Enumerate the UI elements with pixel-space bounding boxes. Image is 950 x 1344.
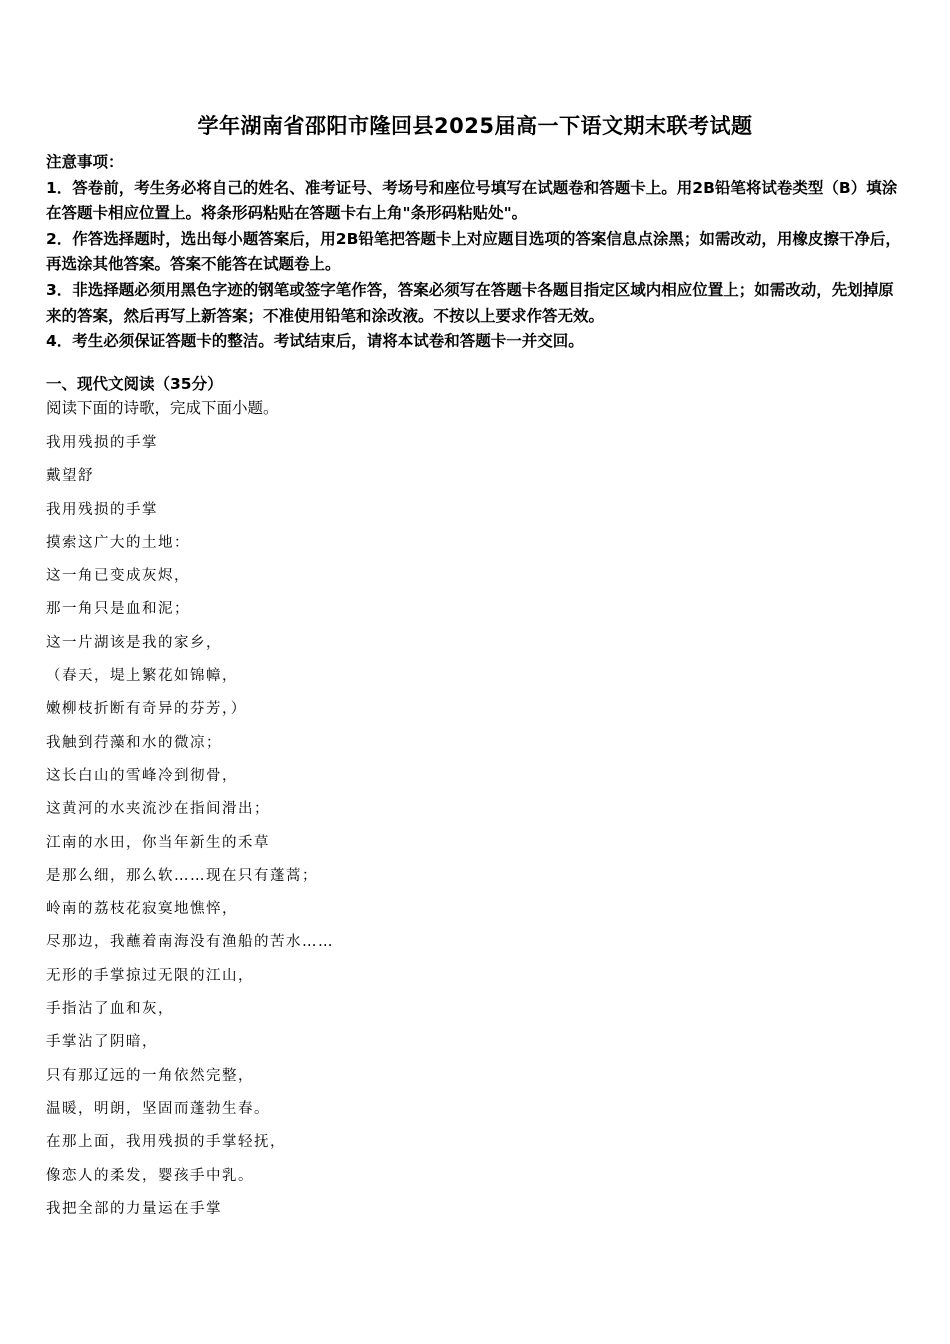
- poem-line: 只有那辽远的一角依然完整，: [46, 1067, 254, 1084]
- notice-heading: 注意事项：: [46, 153, 124, 171]
- poem-title: 我用残损的手掌: [46, 435, 158, 451]
- poem-line: 这黄河的水夹流沙在指间滑出；: [46, 801, 270, 818]
- poem-line: 江南的水田，你当年新生的禾草: [46, 834, 270, 851]
- notice-item-4: 4．考生必须保证答题卡的整洁。考试结束后，请将本试卷和答题卡一并交回。: [46, 332, 584, 351]
- poem-line: 摸索这广大的土地：: [46, 534, 190, 551]
- poem-author: 戴望舒: [46, 468, 94, 485]
- poem-line: 那一角只是血和泥；: [46, 601, 190, 618]
- poem-block: [46, 427, 906, 1226]
- poem-line: 这一角已变成灰烬，: [46, 568, 190, 585]
- poem-line: 这长白山的雪峰冷到彻骨，: [46, 767, 238, 784]
- poem-line: （春天，堤上繁花如锦幛，: [46, 668, 238, 685]
- poem-line: 在那上面，我用残损的手掌轻抚，: [46, 1134, 286, 1151]
- poem-line: 是那么细，那么软……现在只有蓬蒿；: [46, 867, 318, 884]
- poem-line: 岭南的荔枝花寂寞地憔悴，: [46, 901, 238, 918]
- poem-line: 无形的手掌掠过无限的江山，: [46, 967, 254, 984]
- poem-line: 温暖，明朗，坚固而蓬勃生春。: [46, 1100, 270, 1117]
- notice-item-3: 3．非选择题必须用黑色字迹的钢笔或签字笔作答，答案必须写在答题卡各题目指定区域内相应位置上；如需改动，先划掉原来的答案，然后再写上新答案；不准使用铅笔和涂改液。不按以上要求作答无效。: [46, 280, 894, 325]
- poem-line: 手指沾了血和灰，: [46, 1001, 174, 1018]
- poem-line: 手掌沾了阴暗，: [46, 1034, 158, 1051]
- section-modern-reading: [46, 372, 906, 420]
- exam-title: 学年湖南省邵阳市隆回县2025届高一下语文期末联考试题: [197, 114, 753, 138]
- poem-line: 这一片湖该是我的家乡，: [46, 634, 222, 651]
- poem-line: 我触到荇藻和水的微凉；: [46, 734, 222, 751]
- poem-line: 尽那边，我蘸着南海没有渔船的苦水……: [46, 934, 334, 951]
- poem-line: 我把全部的力量运在手掌: [46, 1200, 222, 1217]
- poem-line: 嫩柳枝折断有奇异的芬芳，）: [46, 701, 247, 718]
- poem-line: 我用残损的手掌: [46, 501, 158, 518]
- notice-block: [46, 150, 906, 355]
- section-heading: 一、现代文阅读（35分）: [46, 375, 223, 393]
- section-instruction: 阅读下面的诗歌，完成下面小题。: [46, 399, 279, 417]
- notice-item-1: 1．答卷前，考生务必将自己的姓名、准考证号、考场号和座位号填写在试题卷和答题卡上。用2B铅笔将试卷类型（B）填涂在答题卡相应位置上。将条形码粘贴在答题卡右上角"条形码粘贴处"。: [46, 178, 898, 223]
- poem-line: 像恋人的柔发，婴孩手中乳。: [46, 1167, 254, 1184]
- notice-item-2: 2．作答选择题时，选出每小题答案后，用2B铅笔把答题卡上对应题目选项的答案信息点涂黑；如需改动，用橡皮擦干净后，再选涂其他答案。答案不能答在试题卷上。: [46, 229, 901, 274]
